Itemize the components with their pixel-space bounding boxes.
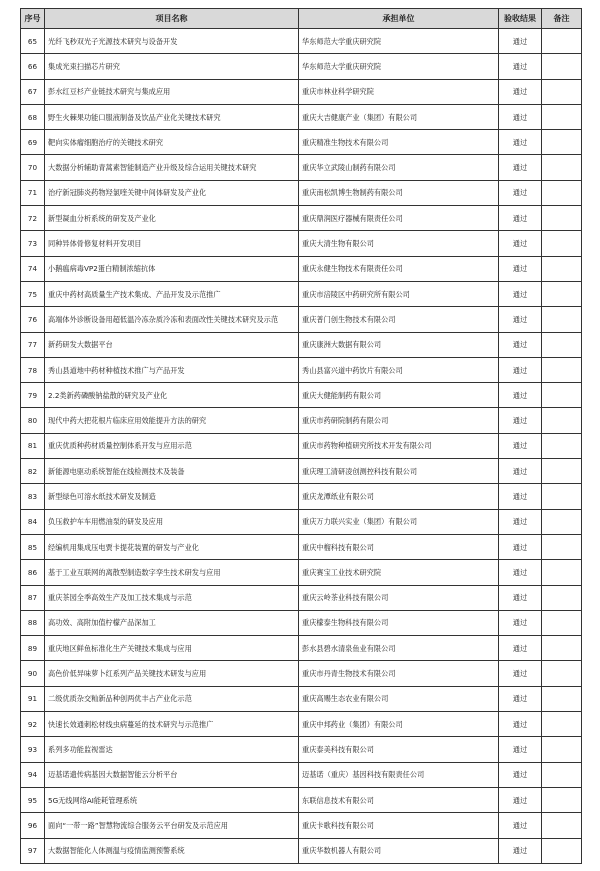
organization: 重庆泰美科技有限公司 [299,737,499,762]
organization: 重庆市药物种植研究所技术开发有限公司 [299,433,499,458]
table-row [21,433,582,458]
note [542,636,582,661]
project-name: 基于工业互联网的离散型制造数字孪生技术研发与应用 [45,560,299,585]
project-name: 光纤飞秒双光子光源技术研究与设备开发 [45,29,299,54]
row-index: 90 [21,661,45,686]
row-index: 77 [21,332,45,357]
header-index: 序号 [21,9,45,29]
acceptance-result: 通过 [499,585,542,610]
acceptance-result: 通过 [499,206,542,231]
project-name: 2.2类新药磷酸钠盐散的研究及产业化 [45,383,299,408]
table-row [21,610,582,635]
table-row [21,383,582,408]
row-index: 82 [21,459,45,484]
acceptance-result: 通过 [499,29,542,54]
table-row [21,661,582,686]
row-index: 79 [21,383,45,408]
note [542,79,582,104]
row-index: 97 [21,838,45,863]
note [542,661,582,686]
acceptance-result: 通过 [499,332,542,357]
project-name: 靶向实体瘤细胞治疗的关键技术研究 [45,130,299,155]
acceptance-result: 通过 [499,560,542,585]
organization: 彭水县碧水清泉鱼业有限公司 [299,636,499,661]
acceptance-result: 通过 [499,787,542,812]
row-index: 74 [21,256,45,281]
table-row [21,357,582,382]
row-index: 66 [21,54,45,79]
table-header-row [21,9,582,29]
row-index: 70 [21,155,45,180]
table-row [21,256,582,281]
row-index: 88 [21,610,45,635]
project-name: 小鹅瘟病毒VP2蛋白精制浓缩抗体 [45,256,299,281]
organization: 重庆华数机器人有限公司 [299,838,499,863]
row-index: 84 [21,509,45,534]
acceptance-result: 通过 [499,813,542,838]
table-row [21,408,582,433]
project-name: 现代中药大把花根片临床应用效能提升方法的研究 [45,408,299,433]
table-row [21,54,582,79]
row-index: 78 [21,357,45,382]
organization: 重庆大吉健康产业（集团）有限公司 [299,104,499,129]
table-row [21,281,582,306]
table-row [21,206,582,231]
note [542,383,582,408]
acceptance-result: 通过 [499,408,542,433]
row-index: 85 [21,534,45,559]
organization: 重庆中榴科技有限公司 [299,534,499,559]
acceptance-result: 通过 [499,383,542,408]
row-index: 73 [21,231,45,256]
row-index: 92 [21,712,45,737]
table-row [21,585,582,610]
project-name: 系列多功能监视雷达 [45,737,299,762]
row-index: 94 [21,762,45,787]
acceptance-result: 通过 [499,54,542,79]
row-index: 75 [21,281,45,306]
organization: 秀山县富兴道中药饮片有限公司 [299,357,499,382]
note [542,54,582,79]
organization: 华东师范大学重庆研究院 [299,29,499,54]
table-row [21,636,582,661]
project-name: 新能源电驱动系统智能在线检测技术及装备 [45,459,299,484]
header-organization: 承担单位 [299,9,499,29]
project-name: 高功效、高附加值柠檬产品深加工 [45,610,299,635]
project-name: 集成光束扫描芯片研究 [45,54,299,79]
table-row [21,737,582,762]
row-index: 95 [21,787,45,812]
note [542,813,582,838]
note [542,433,582,458]
organization: 重庆鼎润医疗器械有限责任公司 [299,206,499,231]
acceptance-result: 通过 [499,433,542,458]
note [542,712,582,737]
organization: 重庆市涪陵区中药研究所有限公司 [299,281,499,306]
table-row [21,762,582,787]
project-name: 大数据智能化人体测温与疫情监测预警系统 [45,838,299,863]
organization: 重庆卡歌科技有限公司 [299,813,499,838]
organization: 重庆永健生物技术有限责任公司 [299,256,499,281]
row-index: 67 [21,79,45,104]
row-index: 71 [21,180,45,205]
note [542,130,582,155]
project-name: 二级优质杂交籼新品种创两优丰占产业化示范 [45,686,299,711]
table-row [21,307,582,332]
acceptance-result: 通过 [499,281,542,306]
table-row [21,509,582,534]
organization: 重庆精准生物技术有限公司 [299,130,499,155]
table-row [21,29,582,54]
table-row [21,686,582,711]
row-index: 91 [21,686,45,711]
organization: 重庆华立武陵山制药有限公司 [299,155,499,180]
organization: 重庆普门创生物技术有限公司 [299,307,499,332]
note [542,307,582,332]
organization: 重庆南松凯博生物制药有限公司 [299,180,499,205]
note [542,560,582,585]
row-index: 87 [21,585,45,610]
note [542,484,582,509]
row-index: 96 [21,813,45,838]
acceptance-result: 通过 [499,838,542,863]
organization: 重庆大清生物有限公司 [299,231,499,256]
note [542,534,582,559]
row-index: 72 [21,206,45,231]
note [542,281,582,306]
note [542,610,582,635]
organization: 重庆市林业科学研究院 [299,79,499,104]
project-name: 经编机用集成压电贾卡提花装置的研发与产业化 [45,534,299,559]
note [542,231,582,256]
row-index: 81 [21,433,45,458]
acceptance-result: 通过 [499,256,542,281]
acceptance-result: 通过 [499,307,542,332]
acceptance-result: 通过 [499,737,542,762]
table-row [21,560,582,585]
table-row [21,104,582,129]
header-project-name: 项目名称 [45,9,299,29]
organization: 重庆万力联兴实业（集团）有限公司 [299,509,499,534]
note [542,686,582,711]
organization: 重庆云岭茶业科技有限公司 [299,585,499,610]
project-name: 高端体外诊断设备用超低温冷冻杂质冷冻和表面改性关键技术研究及示范 [45,307,299,332]
acceptance-result: 通过 [499,509,542,534]
project-name: 野生火棘果功能口服液制备及饮品产业化关键技术研究 [45,104,299,129]
project-name: 重庆茶园全季高效生产及加工技术集成与示范 [45,585,299,610]
project-name: 面向“一带一路”智慧物流综合服务云平台研发及示范应用 [45,813,299,838]
row-index: 80 [21,408,45,433]
project-name: 新型绿色可溶水纸技术研发及制造 [45,484,299,509]
project-name: 重庆中药材高质量生产技术集成、产品开发及示范推广 [45,281,299,306]
row-index: 86 [21,560,45,585]
organization: 华东师范大学重庆研究院 [299,54,499,79]
acceptance-result: 通过 [499,712,542,737]
organization: 东联信息技术有限公司 [299,787,499,812]
header-note: 备注 [542,9,582,29]
acceptance-result: 通过 [499,661,542,686]
project-name: 迈基诺遗传病基因大数据智能云分析平台 [45,762,299,787]
note [542,737,582,762]
table-row [21,484,582,509]
row-index: 93 [21,737,45,762]
acceptance-result: 通过 [499,231,542,256]
project-name: 重庆优质种药材质量控制体系开发与应用示范 [45,433,299,458]
project-name: 快速长效通刺松材线虫病蔓延的技术研究与示范推广 [45,712,299,737]
organization: 重庆中邦药业（集团）有限公司 [299,712,499,737]
project-name: 新药研发大数据平台 [45,332,299,357]
table-row [21,155,582,180]
acceptance-result: 通过 [499,104,542,129]
organization: 重庆大健能制药有限公司 [299,383,499,408]
acceptance-result: 通过 [499,484,542,509]
note [542,408,582,433]
note [542,509,582,534]
acceptance-result: 通过 [499,636,542,661]
table-row [21,838,582,863]
table-row [21,231,582,256]
row-index: 89 [21,636,45,661]
note [542,104,582,129]
acceptance-table-page [20,8,581,864]
acceptance-result: 通过 [499,534,542,559]
note [542,459,582,484]
acceptance-result: 通过 [499,180,542,205]
table-row [21,459,582,484]
acceptance-result: 通过 [499,79,542,104]
table-row [21,180,582,205]
table-row [21,813,582,838]
note [542,29,582,54]
row-index: 69 [21,130,45,155]
note [542,585,582,610]
acceptance-result: 通过 [499,459,542,484]
note [542,787,582,812]
table-row [21,130,582,155]
acceptance-result: 通过 [499,357,542,382]
note [542,332,582,357]
project-name: 治疗新冠肺炎药物羟氯喹关键中间体研发及产业化 [45,180,299,205]
acceptance-result: 通过 [499,130,542,155]
row-index: 76 [21,307,45,332]
project-name: 高色价低异味萝卜红系列产品关键技术研发与应用 [45,661,299,686]
project-name: 5G无线网络AI能耗管理系统 [45,787,299,812]
project-name: 新型凝血分析系统的研发及产业化 [45,206,299,231]
organization: 重庆龙潭纸业有限公司 [299,484,499,509]
row-index: 65 [21,29,45,54]
acceptance-result: 通过 [499,686,542,711]
organization: 迈基诺（重庆）基因科技有限责任公司 [299,762,499,787]
note [542,180,582,205]
note [542,838,582,863]
project-name: 秀山县道地中药材种植技术推广与产品开发 [45,357,299,382]
organization: 重庆康洲大数据有限公司 [299,332,499,357]
project-name: 重庆地区鲜鱼标准化生产关键技术集成与应用 [45,636,299,661]
note [542,256,582,281]
row-index: 83 [21,484,45,509]
organization: 重庆赛宝工业技术研究院 [299,560,499,585]
note [542,155,582,180]
organization: 重庆市药研院制药有限公司 [299,408,499,433]
note [542,762,582,787]
organization: 重庆市丹青生物技术有限公司 [299,661,499,686]
organization: 重庆理工清研凌创测控科技有限公司 [299,459,499,484]
acceptance-result: 通过 [499,762,542,787]
acceptance-result: 通过 [499,155,542,180]
note [542,357,582,382]
project-name: 大数据分析辅助青蒿素智能制造产业升级及综合运用关键技术研究 [45,155,299,180]
organization: 重庆檬泰生物科技有限公司 [299,610,499,635]
project-name: 负压救护车车用燃油泵的研发及应用 [45,509,299,534]
organization: 重庆高赐生态农业有限公司 [299,686,499,711]
project-name: 同种异体骨修复材料开发项目 [45,231,299,256]
project-name: 彭水红豆杉产业链技术研究与集成应用 [45,79,299,104]
table-row [21,787,582,812]
note [542,206,582,231]
table-row [21,79,582,104]
acceptance-table [20,8,582,864]
header-result: 验收结果 [499,9,542,29]
table-row [21,712,582,737]
acceptance-result: 通过 [499,610,542,635]
table-row [21,534,582,559]
row-index: 68 [21,104,45,129]
table-row [21,332,582,357]
